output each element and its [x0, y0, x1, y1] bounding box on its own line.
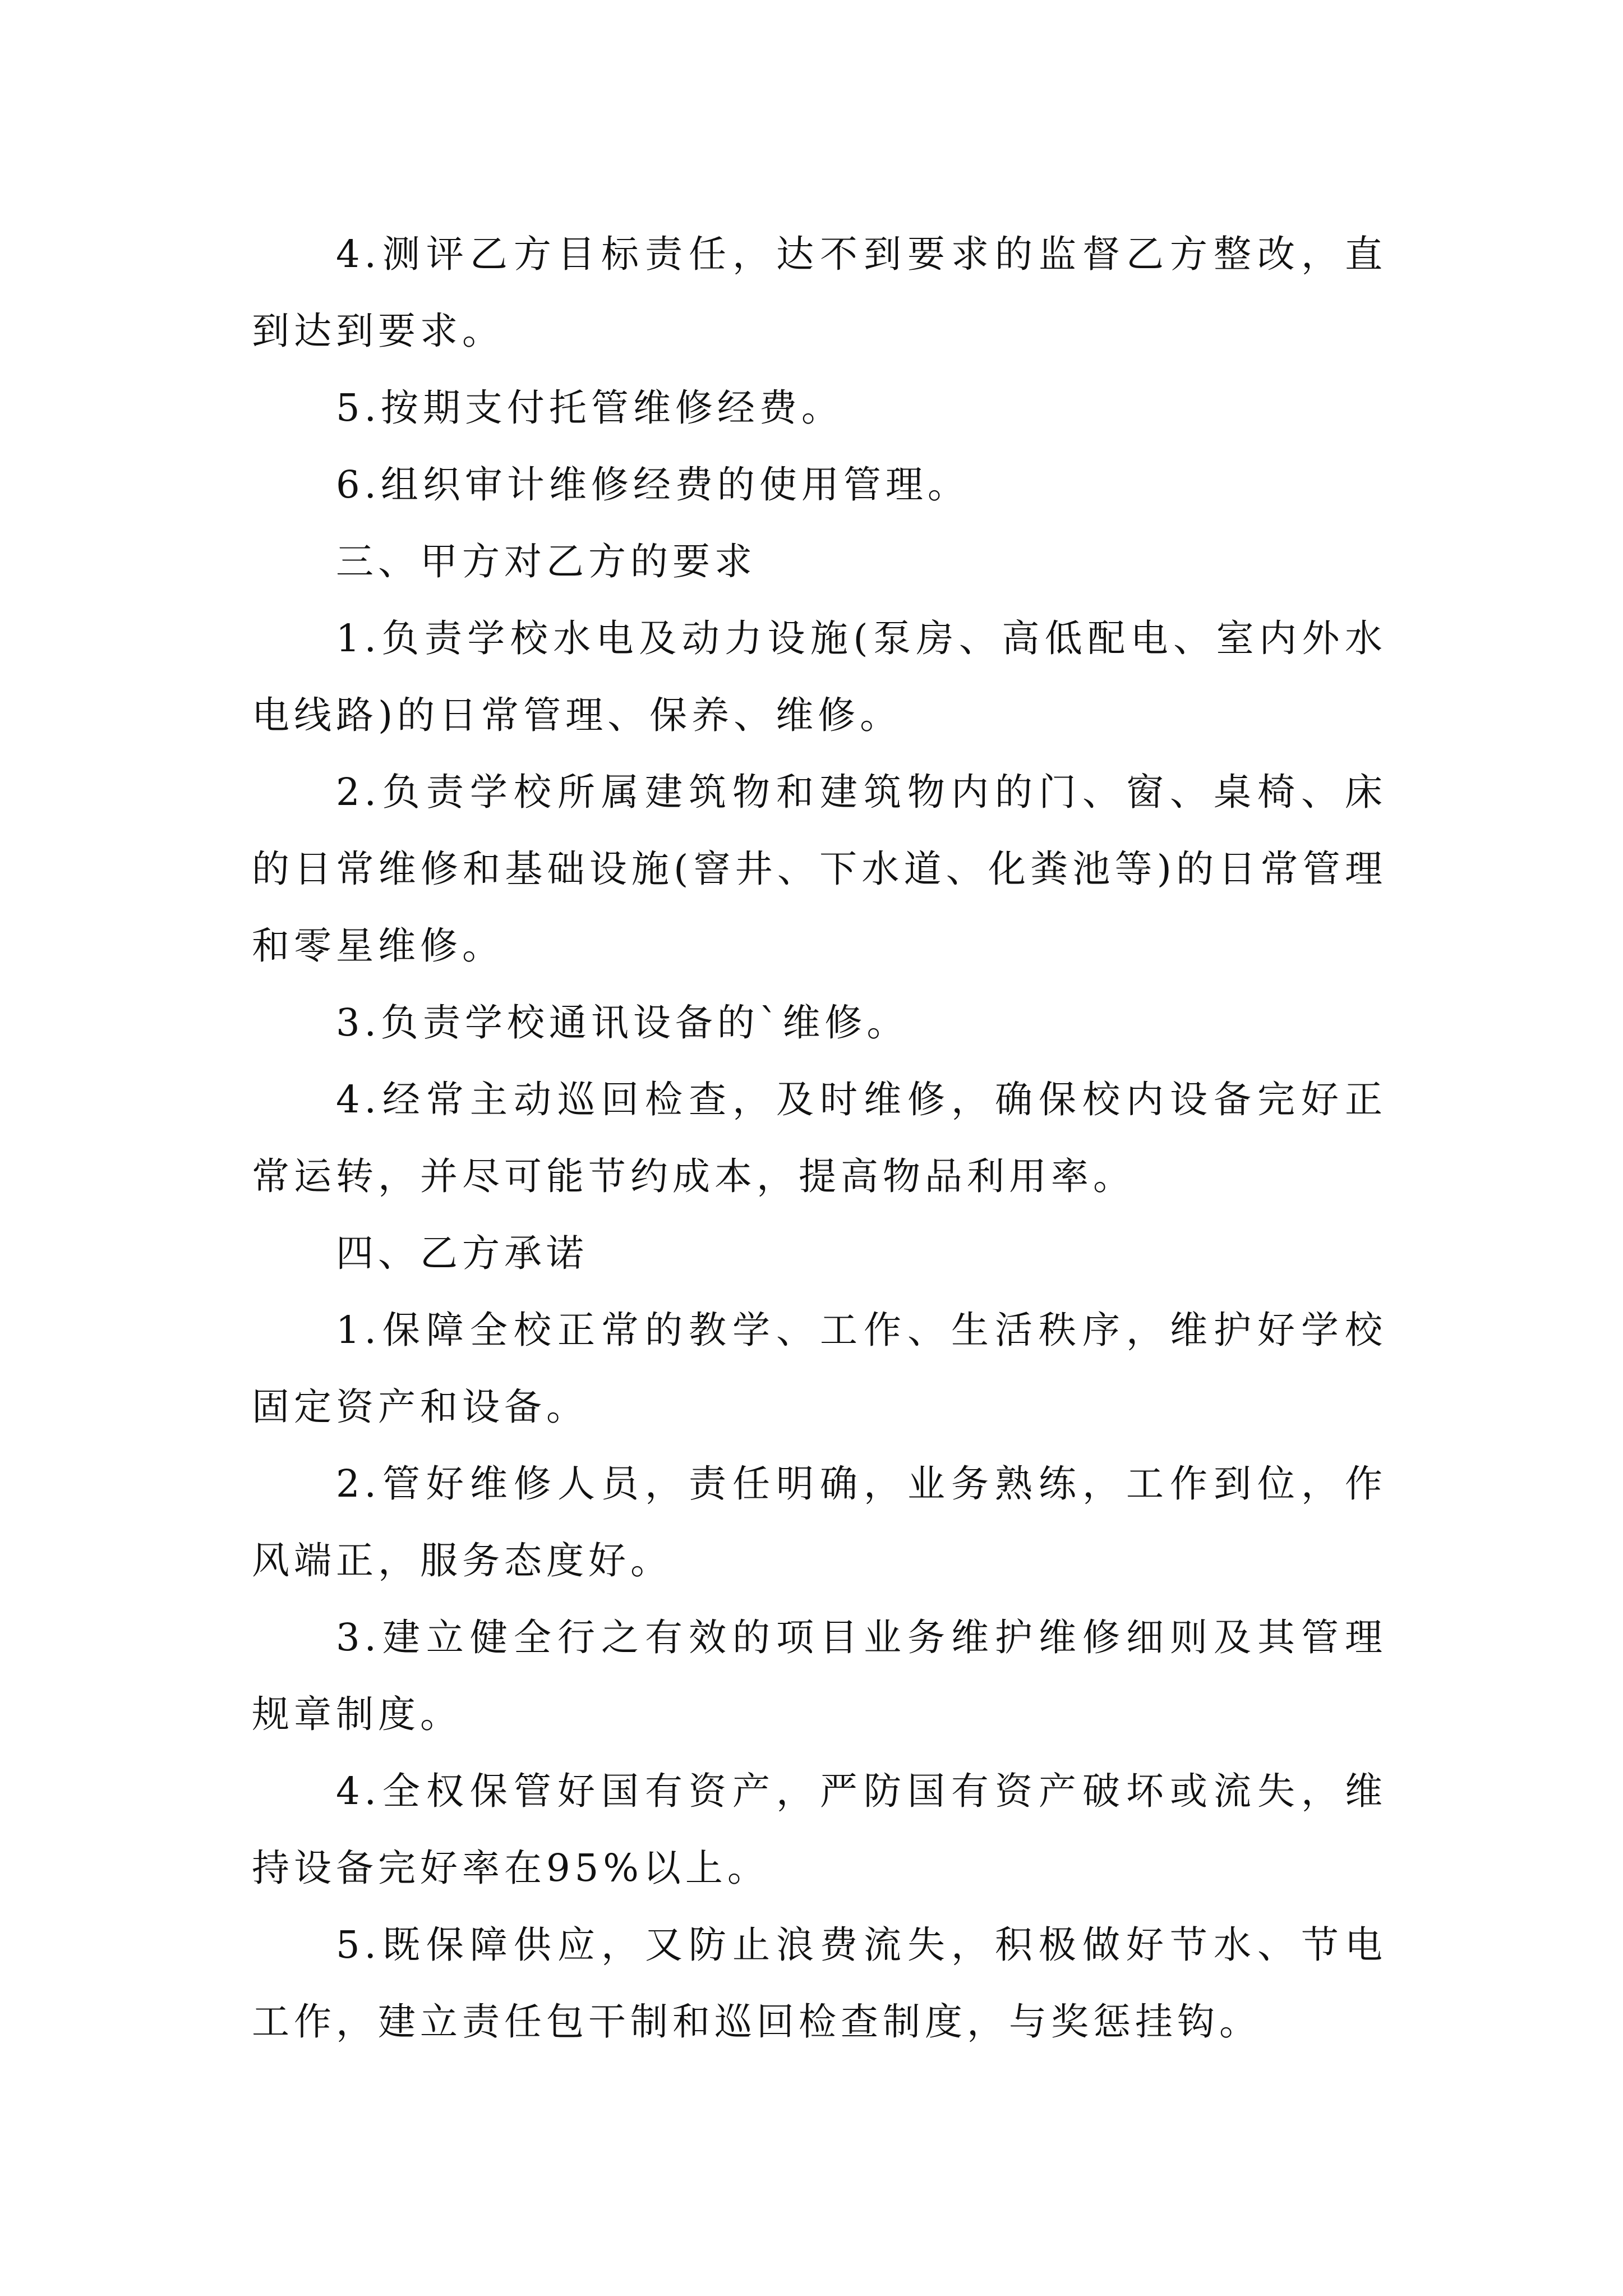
- paragraph-item: 2.负责学校所属建筑物和建筑物内的门、窗、桌椅、床的日常维修和基础设施(窨井、下水道、化粪池等)的日常管理和零星维修。: [252, 770, 1387, 968]
- document-body: [252, 216, 1387, 2060]
- paragraph-item: 5.按期支付托管维修经费。: [336, 386, 843, 430]
- paragraph-item: 4.经常主动巡回检查，及时维修，确保校内设备完好正常运转，并尽可能节约成本，提高物品利用率。: [252, 1078, 1387, 1198]
- paragraph-item: 1.保障全校正常的教学、工作、生活秩序，维护好学校固定资产和设备。: [252, 1308, 1387, 1429]
- paragraph-item: 1.负责学校水电及动力设施(泵房、高低配电、室内外水电线路)的日常管理、保养、维修。: [252, 616, 1387, 737]
- section-heading: 四、乙方承诺: [336, 1231, 588, 1275]
- paragraph-item: 6.组织审计维修经费的使用管理。: [336, 463, 970, 507]
- paragraph-item: 4.测评乙方目标责任，达不到要求的监督乙方整改，直到达到要求。: [252, 232, 1387, 353]
- paragraph-item: 5.既保障供应，又防止浪费流失，积极做好节水、节电工作，建立责任包干制和巡回检查制度，与奖惩挂钩。: [252, 1923, 1387, 2044]
- section-heading: 三、甲方对乙方的要求: [336, 540, 757, 583]
- paragraph-item: 3.负责学校通讯设备的`维修。: [336, 1001, 909, 1045]
- paragraph-item: 4.全权保管好国有资产，严防国有资产破坏或流失，维持设备完好率在95%以上。: [252, 1769, 1387, 1890]
- paragraph-item: 3.建立健全行之有效的项目业务维护维修细则及其管理规章制度。: [252, 1616, 1387, 1736]
- paragraph-item: 2.管好维修人员，责任明确，业务熟练，工作到位，作风端正，服务态度好。: [252, 1462, 1387, 1582]
